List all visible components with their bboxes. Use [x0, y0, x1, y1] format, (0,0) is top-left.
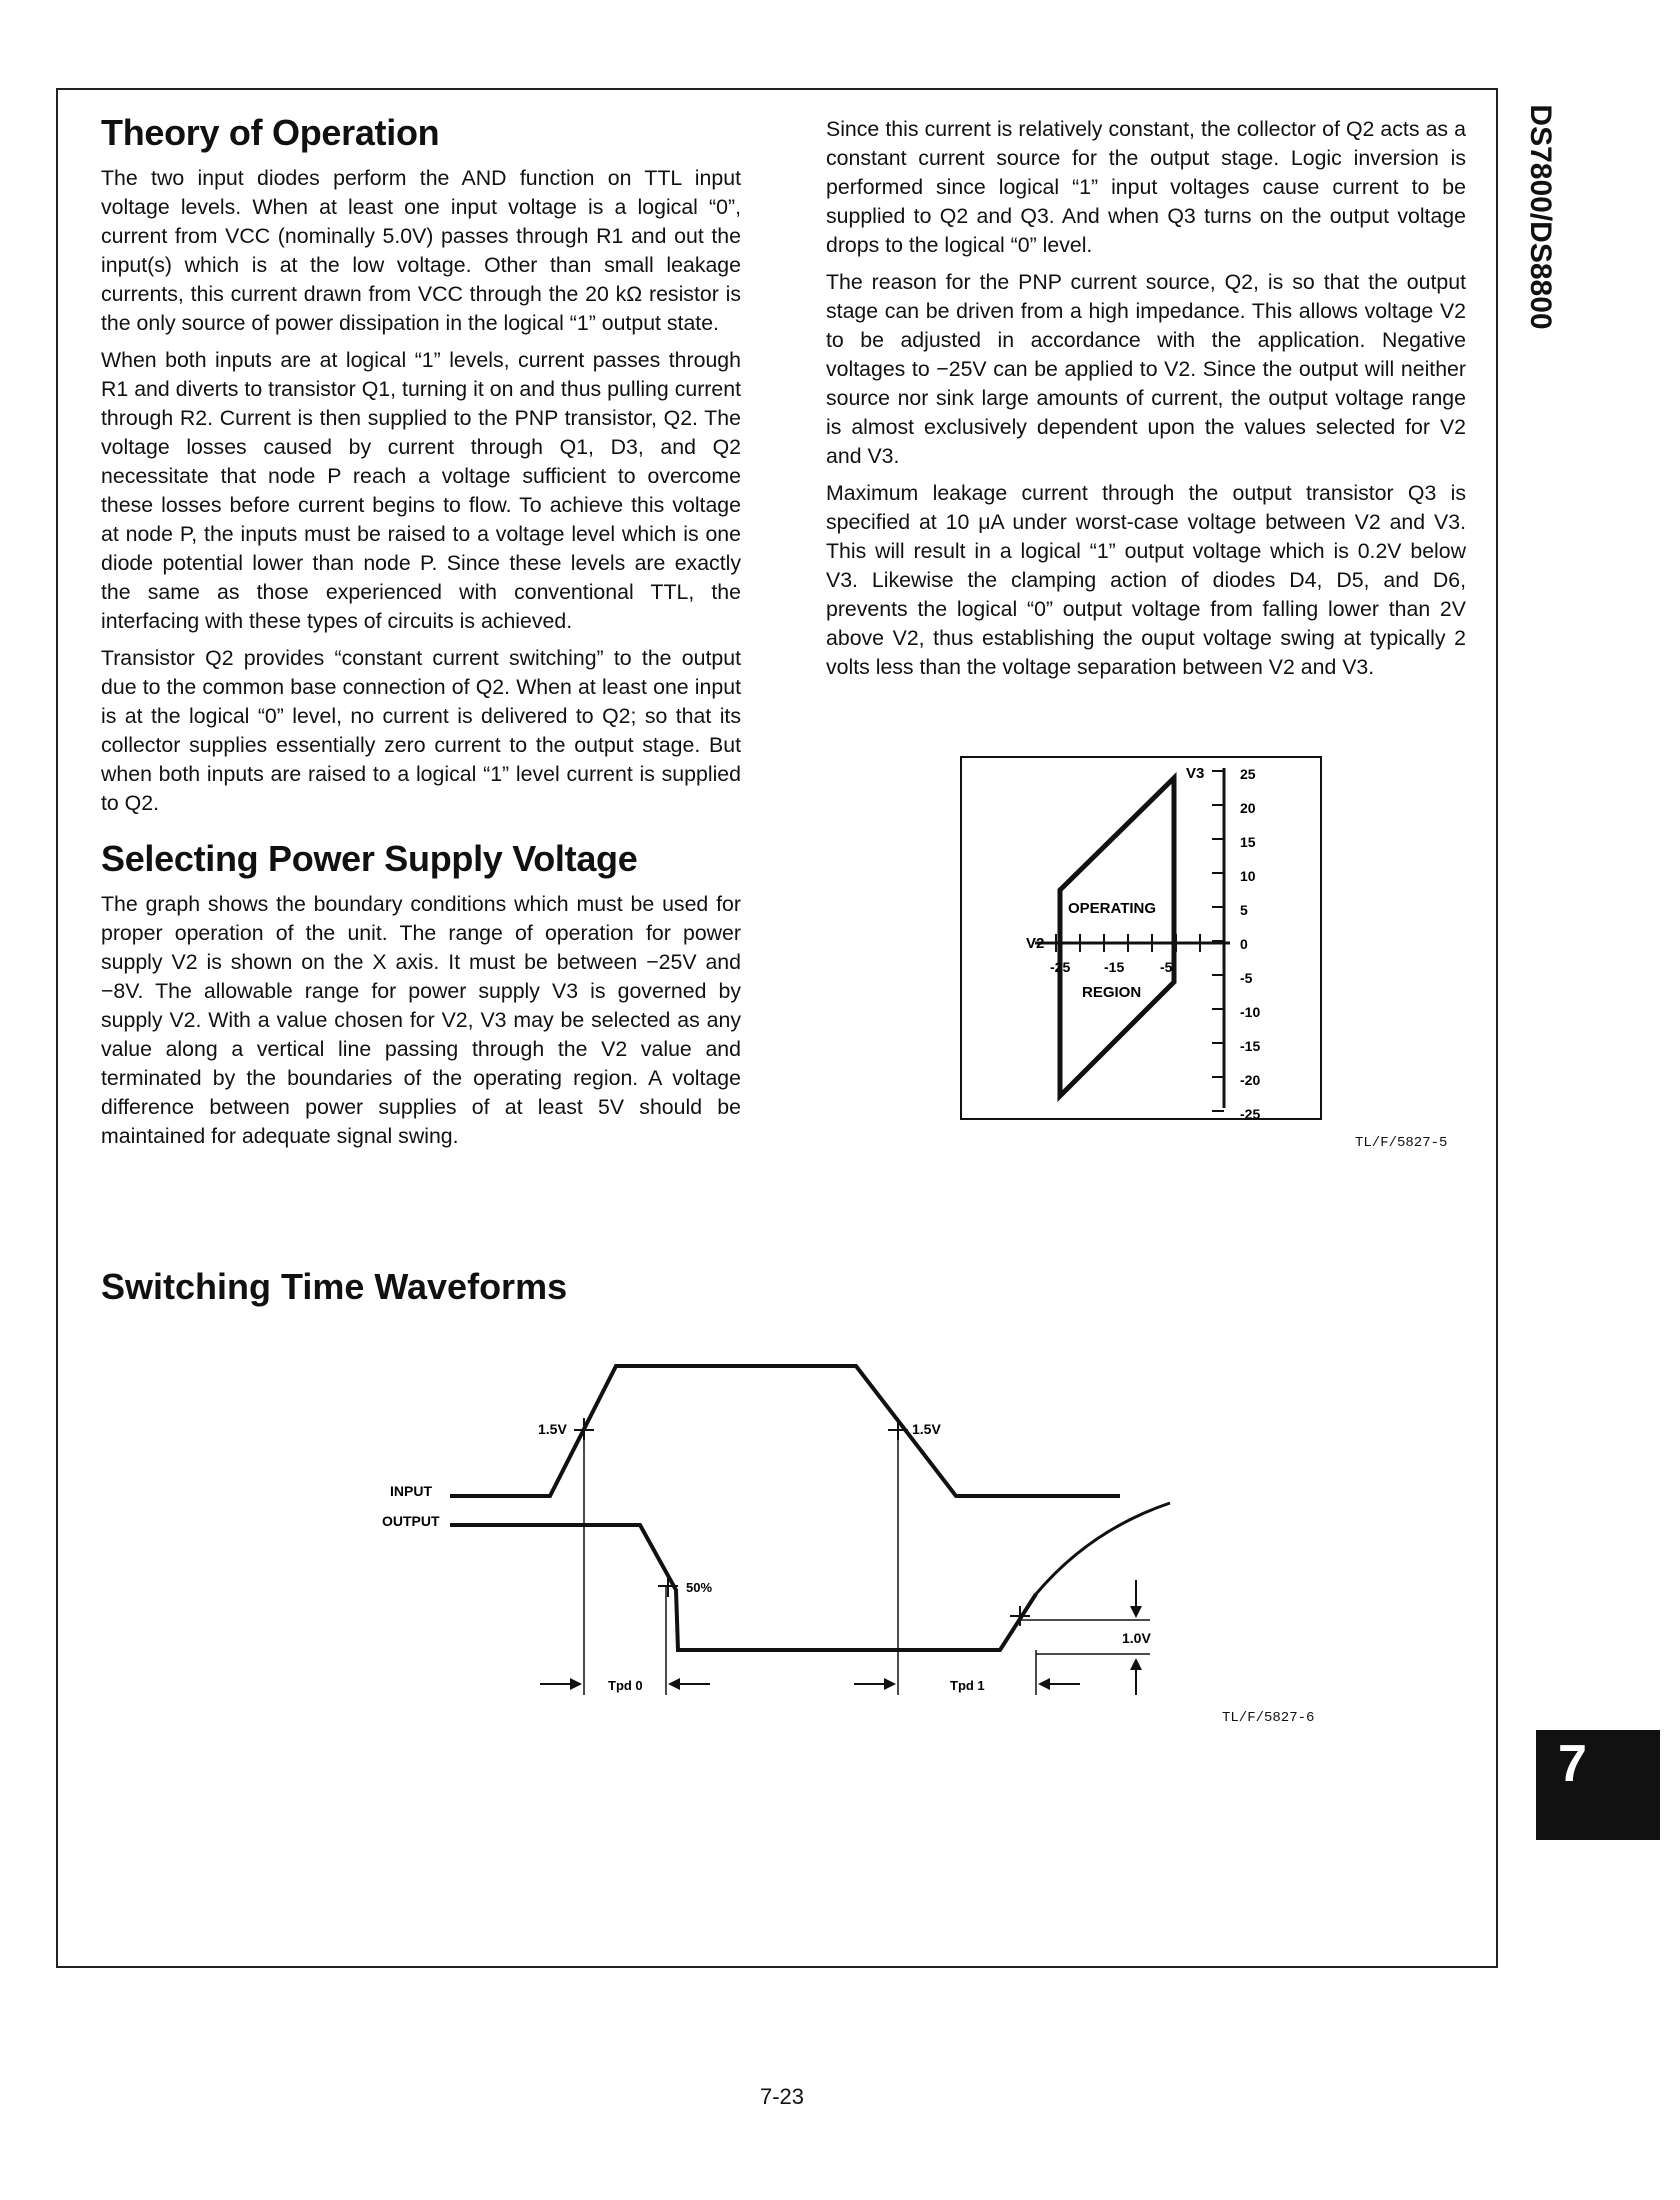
y-tick-label: 25 [1240, 766, 1256, 782]
output-waveform [450, 1525, 1036, 1650]
y-tick-label: -5 [1240, 970, 1253, 986]
y-tick-label: -10 [1240, 1004, 1261, 1020]
left-column [101, 112, 741, 1159]
right-column [826, 115, 1466, 690]
y-tick-label: 10 [1240, 868, 1256, 884]
page-number: 7-23 [760, 2084, 805, 2109]
heading-theory: Theory of Operation [101, 112, 440, 153]
x-tick-label: -25 [1050, 959, 1071, 975]
x-tick-label: -5 [1160, 959, 1173, 975]
heading-power-supply: Selecting Power Supply Voltage [101, 838, 638, 879]
x-tick-label: -15 [1104, 959, 1125, 975]
y-tick-label: -25 [1240, 1106, 1261, 1120]
paragraph: Since this current is relatively constant, the collector of Q2 acts as a constant current source for the output stage. Logic inversion is performed since logical “1” input voltages cause current to be supplied to Q2 and Q3. And when Q3 turns on the output voltage drops to the logical “0” level. [826, 117, 1466, 257]
paragraph: The two input diodes perform the AND function on TTL input voltage levels. When at least one input voltage is a logical “0”, current from VCC (nominally 5.0V) passes through R1 and out the input(s) which is at the low voltage. Other than small leakage currents, this current drawn from VCC through the 20 kΩ resistor is the only source of power dissipation in the logical “1” output state. [101, 166, 741, 335]
operating-label: OPERATING [1068, 900, 1157, 917]
operating-region-boundary [1060, 778, 1174, 1096]
paragraph: When both inputs are at logical “1” levels, current passes through R1 and diverts to transistor Q1, turning it on and thus pulling current through R2. Current is then supplied to the PNP transistor, Q2. The voltage losses caused by current through Q1, D3, and Q2 necessitate that node P reach a voltage sufficient to overcome these losses before current begins to flow. To achieve this voltage at node P, the inputs must be raised to a voltage level which is one diode potential lower than node P. Since these levels are exactly the same as those experienced with conventional TTL, the interfacing with these types of circuits is achieved. [101, 348, 741, 633]
threshold-left-label: 1.5V [538, 1421, 567, 1437]
waveform-figure-id: TL/F/5827-6 [1222, 1710, 1315, 1726]
region-label: REGION [1082, 984, 1142, 1001]
switching-waveform-diagram [370, 1350, 1190, 1710]
output-label: OUTPUT [382, 1513, 440, 1529]
tpd0-label: Tpd 0 [608, 1678, 643, 1693]
y-tick-label: -20 [1240, 1072, 1261, 1088]
y-tick-label: 5 [1240, 902, 1248, 918]
graph-figure-id: TL/F/5827-5 [1355, 1135, 1448, 1151]
paragraph: The reason for the PNP current source, Q2, is so that the output stage can be driven from a high impedance. This allows voltage V2 to be adjusted in accordance with the application. Negative voltages to −25V can be applied to V2. Since the output will neither source nor sink large amounts of current, the output voltage range is almost exclusively dependent upon the values selected for V2 and V3. [826, 270, 1466, 468]
y-tick-label: 15 [1240, 834, 1256, 850]
y-tick-label: 20 [1240, 800, 1256, 816]
paragraph: The graph shows the boundary conditions which must be used for proper operation of the unit. The range of operation for power supply V2 is shown on the X axis. It must be between −25V and −8V. The allowable range for power supply V3 is governed by supply V2. With a value chosen for V2, V3 may be selected as any value along a vertical line passing through the V2 value and terminated by the boundaries of the operating region. A voltage difference between power supplies of at least 5V should be maintained for adequate signal swing. [101, 892, 741, 1148]
v3-axis-label: V3 [1186, 765, 1205, 782]
section-tab: 7 [1536, 1730, 1660, 1840]
paragraph: Maximum leakage current through the output transistor Q3 is specified at 10 μA under worst-case voltage between V2 and V3. This will result in a logical “1” output voltage which is 0.2V below V3. Likewise the clamping action of diodes D4, D5, and D6, prevents the logical “0” output voltage from falling lower than 2V above V2, thus establishing the ouput voltage swing at typically 2 volts less than the voltage separation between V2 and V3. [826, 481, 1466, 679]
y-tick-label: -15 [1240, 1038, 1261, 1054]
y-tick-label: 0 [1240, 936, 1248, 952]
paragraph: Transistor Q2 provides “constant current switching” to the output due to the common base connection of Q2. When at least one input is at the logical “0” level, no current is delivered to Q2; so that its collector supplies essentially zero current to the output stage. But when both inputs are raised to a logical “1” level current is supplied to Q2. [101, 646, 741, 815]
v2-axis-label: V2 [1026, 935, 1045, 952]
operating-region-graph [960, 756, 1322, 1120]
output-rise-curve [1036, 1503, 1170, 1594]
heading-waveforms: Switching Time Waveforms [101, 1266, 568, 1307]
part-number-side-title: DS7800/DS8800 [1524, 104, 1557, 330]
input-label: INPUT [390, 1483, 432, 1499]
threshold-right-label: 1.5V [912, 1421, 941, 1437]
tpd1-label: Tpd 1 [950, 1678, 985, 1693]
one-volt-label: 1.0V [1122, 1630, 1151, 1646]
fifty-percent-label: 50% [686, 1580, 713, 1595]
